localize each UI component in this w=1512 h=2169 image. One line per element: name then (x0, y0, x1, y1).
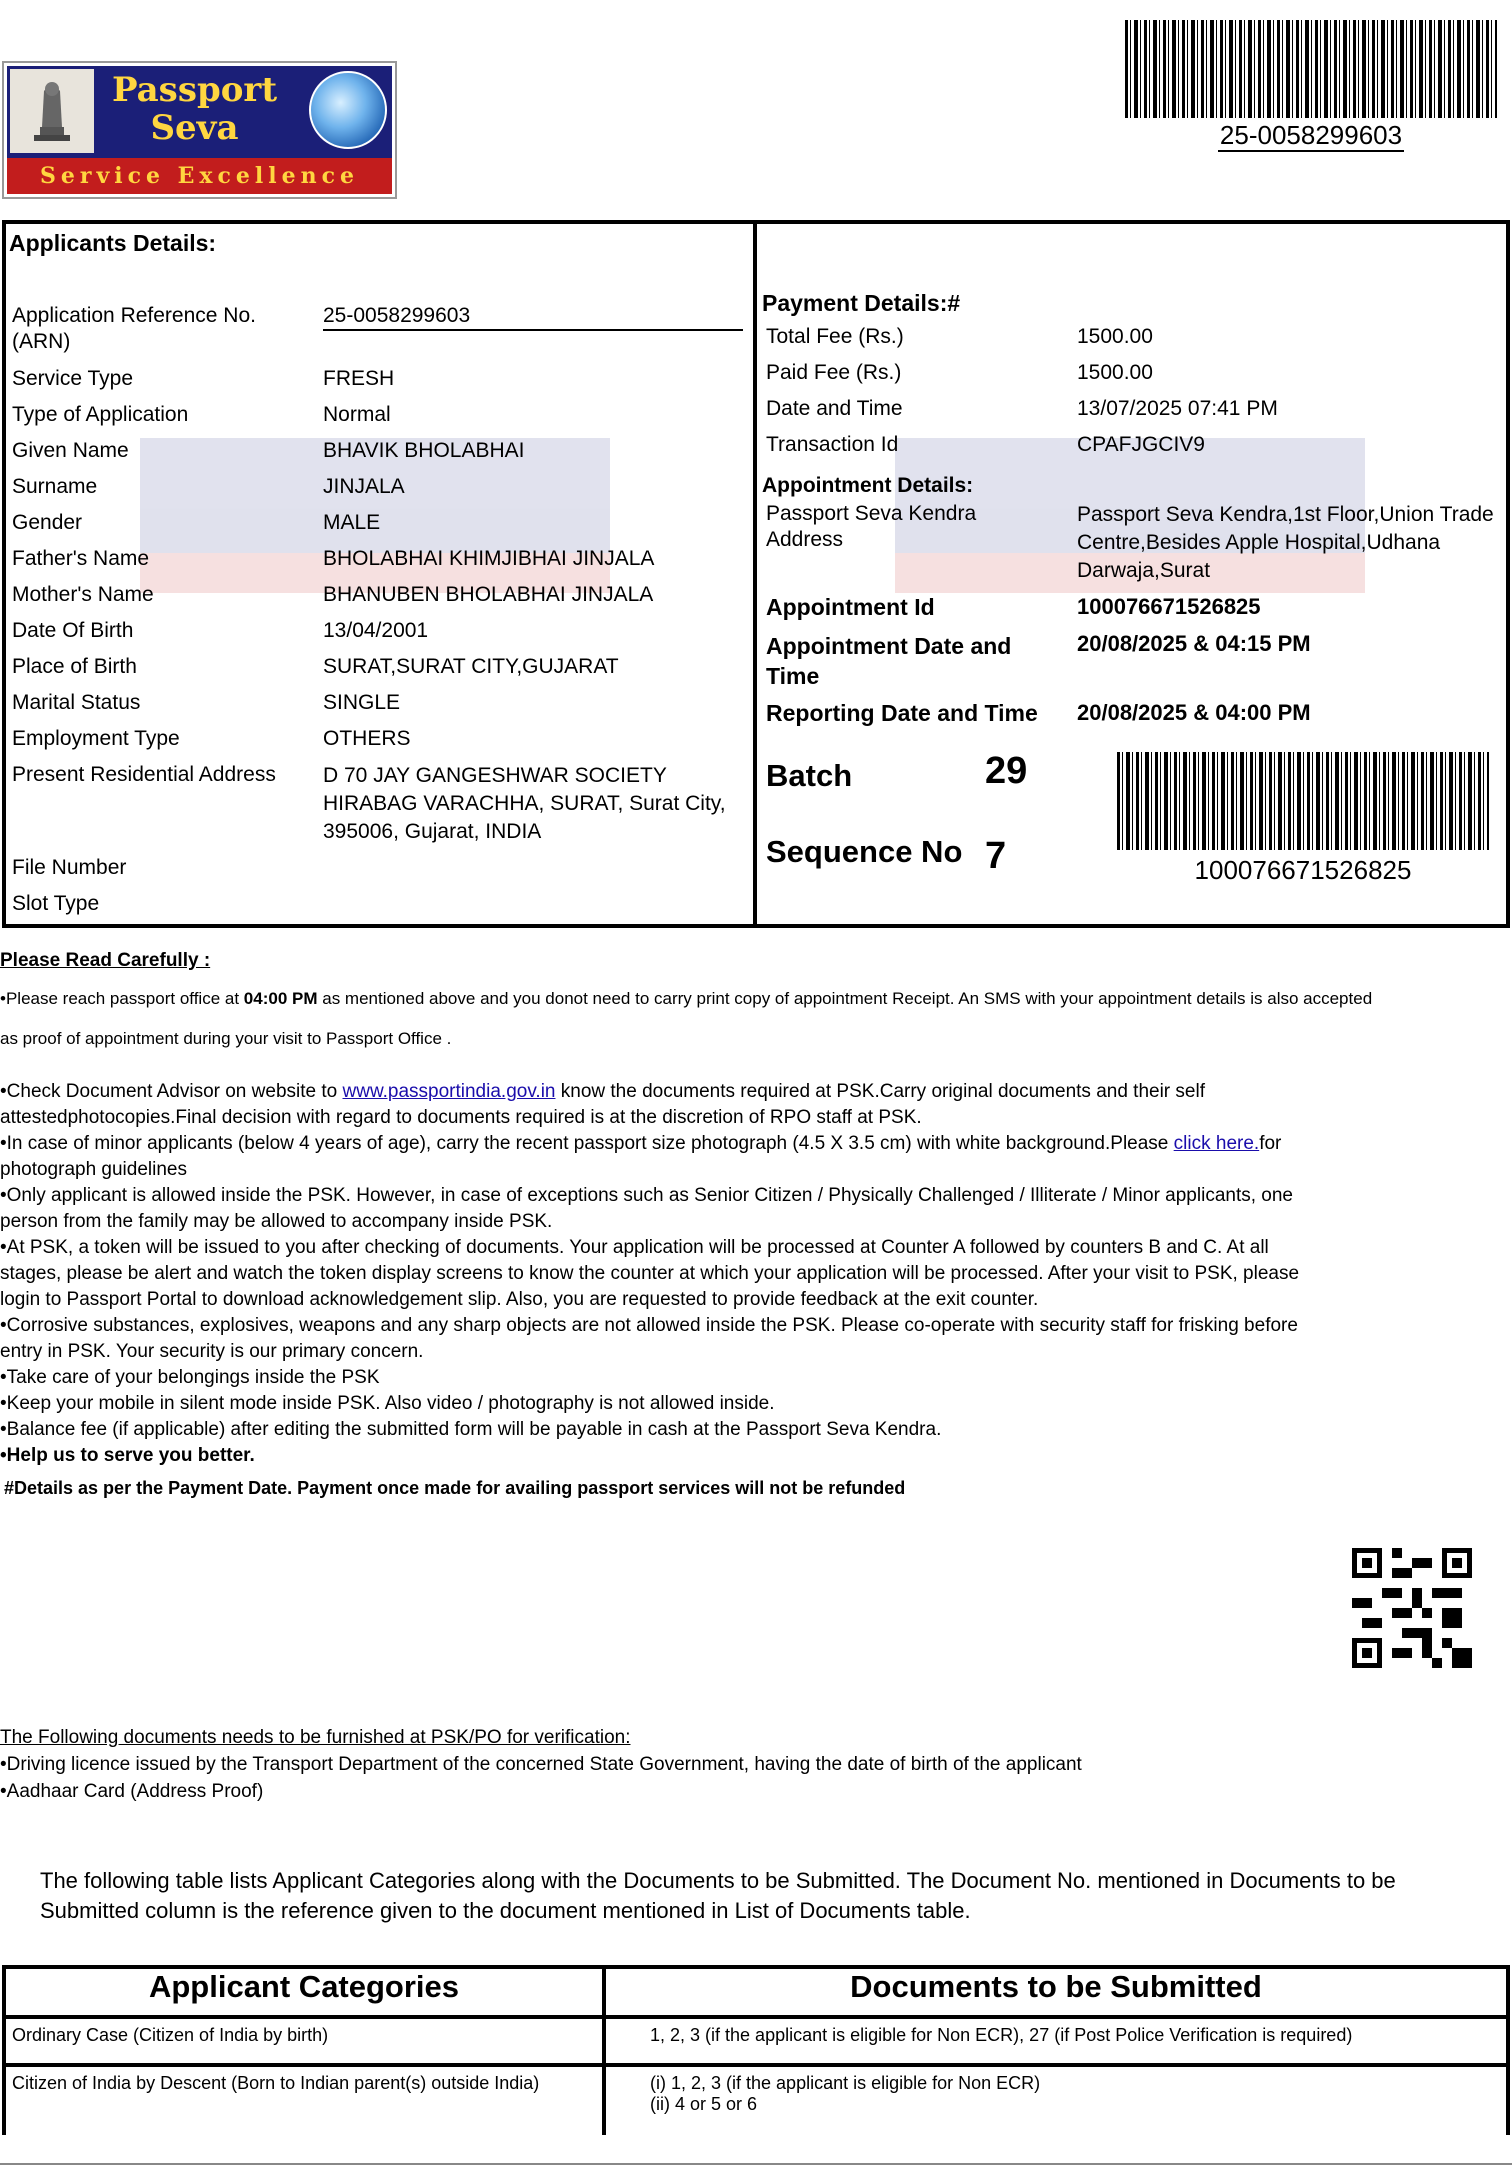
value-given-name: BHAVIK BHOLABHAI (323, 439, 525, 462)
instruction-security: •Corrosive substances, explosives, weapons and any sharp objects are not allowed inside the PSK. Please co-operate with security staff for frisking before (0, 1315, 1298, 1336)
value-fathers-name: BHOLABHAI KHIMJIBHAI JINJALA (323, 547, 655, 570)
applicant-heading: Applicants Details: (9, 230, 217, 256)
details-divider (753, 220, 757, 928)
documents-line-2: (ii) 4 or 5 or 6 (650, 2094, 758, 2114)
label-total-fee: Total Fee (Rs.) (766, 325, 904, 348)
value-marital-status: SINGLE (323, 691, 401, 714)
value-appointment-id: 100076671526825 (1077, 594, 1261, 619)
label-arn: Application Reference No. (ARN) (12, 304, 256, 353)
payment-footnote: #Details as per the Payment Date. Payment once made for availing passport services will not be refunded (4, 1478, 906, 1498)
label-type-of-application: Type of Application (12, 403, 189, 426)
instruction-minor-text-2: for (1259, 1133, 1282, 1154)
logo-wordmark (112, 71, 277, 147)
globe-icon (309, 71, 387, 149)
label-given-name: Given Name (12, 439, 129, 462)
applicant-categories-table (2, 1965, 1510, 2135)
instruction-reach-text: •Please reach passport office at (0, 989, 240, 1008)
value-appointment-date-time: 20/08/2025 & 04:15 PM (1077, 631, 1311, 656)
arn-barcode (1125, 20, 1497, 118)
instruction-mobile: •Keep your mobile in silent mode inside PSK. Also video / photography is not allowed inside. (0, 1393, 775, 1414)
label-mothers-name: Mother's Name (12, 583, 154, 606)
instructions-heading: Please Read Carefully : (0, 950, 211, 971)
documents-cell (604, 2065, 1508, 2135)
instruction-advisor-text-3: attestedphotocopies.Final decision with regard to documents required is at the discretion of RPO staff at PSK. (0, 1107, 922, 1128)
label-appointment-id: Appointment Id (766, 594, 935, 620)
label-date-of-birth: Date Of Birth (12, 619, 134, 642)
instruction-minor-text: •In case of minor applicants (below 4 years of age), carry the recent passport size photograph (4.5 X 3.5 cm) with white background.Please (0, 1133, 1169, 1154)
appointment-barcode-text: 100076671526825 (1194, 855, 1412, 885)
arn-barcode-text (1125, 120, 1497, 151)
instruction-advisor-text: •Check Document Advisor on website to (0, 1081, 338, 1102)
value-surname: JINJALA (323, 475, 405, 498)
label-surname: Surname (12, 475, 98, 498)
label-payment-date-time: Date and Time (766, 397, 903, 420)
value-date-of-birth: 13/04/2001 (323, 619, 429, 642)
value-reporting-date-time: 20/08/2025 & 04:00 PM (1077, 700, 1311, 725)
label-employment-type: Employment Type (12, 727, 180, 750)
documents-aadhaar: •Aadhaar Card (Address Proof) (0, 1781, 264, 1802)
label-marital-status: Marital Status (12, 691, 141, 714)
documents-driving-licence: •Driving licence issued by the Transport Department of the concerned State Government, having the date of birth of the applicant (0, 1754, 1082, 1775)
label-service-type: Service Type (12, 367, 134, 390)
label-residential-address: Present Residential Address (12, 763, 276, 786)
label-paid-fee: Paid Fee (Rs.) (766, 361, 902, 384)
documents-line-1: (i) 1, 2, 3 (if the applicant is eligible for Non ECR) (650, 2073, 1041, 2093)
instruction-belongings: •Take care of your belongings inside the PSK (0, 1367, 380, 1388)
label-appointment-date-time: Appointment Date and Time (766, 633, 1012, 689)
instruction-security-2: entry in PSK. Your security is our primary concern. (0, 1341, 424, 1362)
label-reporting-date-time: Reporting Date and Time (766, 700, 1038, 726)
instruction-token-3: login to Passport Portal to download acknowledgement slip. Also, you are requested to provide feedback at the exit counter. (0, 1289, 1039, 1310)
label-transaction-id: Transaction Id (766, 433, 899, 456)
label-sequence-no: Sequence No (766, 834, 963, 869)
label-psk-address: Passport Seva Kendra Address (766, 502, 977, 551)
value-place-of-birth: SURAT,SURAT CITY,GUJARAT (323, 655, 619, 678)
instruction-only-applicant-2: person from the family may be allowed to accompany inside PSK. (0, 1211, 553, 1232)
label-gender: Gender (12, 511, 83, 534)
logo-line-2: Seva (150, 108, 239, 148)
category-cell: Citizen of India by Descent (Born to Indian parent(s) outside India) (4, 2065, 604, 2135)
instruction-balance-fee: •Balance fee (if applicable) after editing the submitted form will be payable in cash at the Passport Seva Kendra. (0, 1419, 942, 1440)
instruction-proof: as proof of appointment during your visit to Passport Office . (0, 1029, 452, 1048)
value-psk-address: Passport Seva Kendra,1st Floor,Union Trade Centre,Besides Apple Hospital,Udhana Darwaja,Surat (1077, 503, 1494, 582)
instruction-advisor-text-2: know the documents required at PSK.Carry original documents and their self (560, 1081, 1205, 1102)
logo-line-1: Passport (112, 70, 278, 110)
header-applicant-categories: Applicant Categories (4, 1967, 604, 2017)
label-place-of-birth: Place of Birth (12, 655, 137, 678)
photo-guidelines-link[interactable]: click here. (1173, 1133, 1260, 1154)
passportindia-link[interactable]: www.passportindia.gov.in (342, 1081, 556, 1102)
table-row (4, 2017, 1508, 2065)
appointment-barcode (1117, 752, 1489, 850)
label-slot-type: Slot Type (12, 892, 100, 915)
instruction-reach-text-2: as mentioned above and you donot need to carry print copy of appointment Receipt. An SMS with your appointment details is also accepted (322, 989, 1373, 1008)
value-mothers-name: BHANUBEN BHOLABHAI JINJALA (323, 583, 654, 606)
page-bottom-border (0, 2163, 1512, 2165)
value-payment-date-time: 13/07/2025 07:41 PM (1077, 397, 1278, 420)
value-total-fee: 1500.00 (1077, 325, 1153, 348)
logo-tagline: Service Excellence (7, 158, 392, 194)
label-fathers-name: Father's Name (12, 547, 150, 570)
value-type-of-application: Normal (323, 403, 391, 426)
instruction-only-applicant: •Only applicant is allowed inside the PSK. However, in case of exceptions such as Senior Citizen / Physically Challenged / Illiterate / Minor applicants, one (0, 1185, 1293, 1206)
value-residential-address: D 70 JAY GANGESHWAR SOCIETY HIRABAG VARACHHA, SURAT, Surat City, 395006, Gujarat, INDIA (323, 764, 726, 843)
category-cell: Ordinary Case (Citizen of India by birth) (4, 2017, 604, 2065)
instruction-token: •At PSK, a token will be issued to you after checking of documents. Your application will be processed at Counter A followed by counters B and C. At all (0, 1237, 1269, 1258)
table-row (4, 2065, 1508, 2135)
label-file-number: File Number (12, 856, 127, 879)
instruction-document-advisor (0, 1079, 1512, 1469)
qr-code-icon (1352, 1548, 1472, 1668)
label-batch: Batch (766, 758, 853, 793)
value-paid-fee: 1500.00 (1077, 361, 1153, 384)
documents-cell: 1, 2, 3 (if the applicant is eligible for Non ECR), 27 (if Post Police Verification is required) (604, 2017, 1508, 2065)
instruction-help-us: •Help us to serve you better. (0, 1445, 255, 1466)
national-emblem-icon (10, 69, 94, 153)
header-documents-to-submit: Documents to be Submitted (604, 1967, 1508, 2017)
passport-seva-logo (2, 61, 397, 199)
instruction-reach-time: 04:00 PM (243, 989, 318, 1008)
arn-barcode-number: 25-0058299603 (1219, 120, 1403, 150)
instruction-token-2: stages, please be alert and watch the token display screens to know the counter at which your application will be processed. After your visit to PSK, please (0, 1263, 1300, 1284)
instruction-minor-text-3: photograph guidelines (0, 1159, 187, 1180)
value-sequence-no: 7 (985, 835, 1007, 877)
value-arn: 25-0058299603 (323, 303, 743, 331)
table-intro: The following table lists Applicant Categories along with the Documents to be Submitted. The Document No. mentioned in Documents to be Submitted column is the reference given to the document mentioned in List of Documents table. (40, 1868, 1396, 1923)
value-gender: MALE (323, 511, 381, 534)
value-transaction-id: CPAFJGCIV9 (1077, 433, 1205, 456)
documents-heading: The Following documents needs to be furnished at PSK/PO for verification: (0, 1727, 631, 1748)
value-employment-type: OTHERS (323, 727, 411, 750)
payment-heading: Payment Details:# (762, 290, 961, 316)
instruction-reach-office (0, 986, 1372, 1012)
value-service-type: FRESH (323, 367, 395, 390)
appointment-heading: Appointment Details: (762, 474, 974, 497)
value-batch: 29 (985, 750, 1028, 792)
